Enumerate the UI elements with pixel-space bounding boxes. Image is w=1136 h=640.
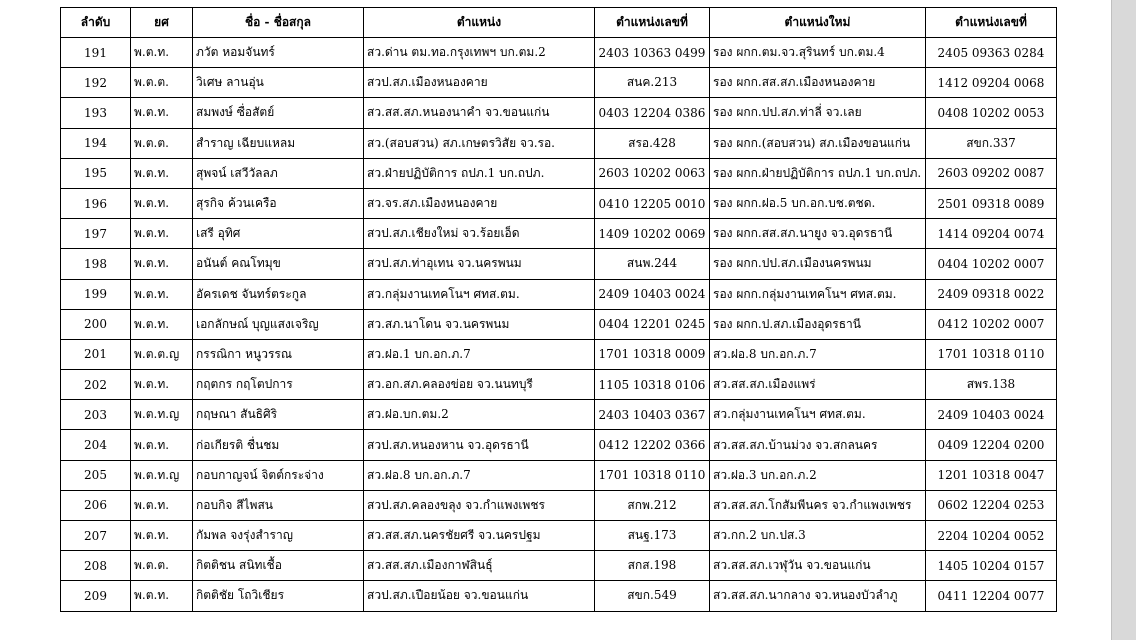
header-position: ตำแหน่ง bbox=[364, 8, 595, 38]
table-row bbox=[61, 400, 1057, 430]
cell-position: สว.ฝอ.8 บก.อก.ภ.7 bbox=[364, 460, 595, 490]
cell-position: สว.ฝ่ายปฏิบัติการ ถปภ.1 บก.ถปภ. bbox=[364, 158, 595, 188]
cell-rank: พ.ต.ต. bbox=[131, 68, 193, 98]
cell-new-position-number: 2409 10403 0024 bbox=[926, 400, 1057, 430]
header-new-position: ตำแหน่งใหม่ bbox=[710, 8, 926, 38]
cell-new-position-number: สพร.138 bbox=[926, 370, 1057, 400]
cell-new-position: รอง ผกก.ป.สภ.เมืองอุดรธานี bbox=[710, 309, 926, 339]
cell-rank: พ.ต.ต. bbox=[131, 551, 193, 581]
cell-name: กรรณิกา หนูวรรณ bbox=[193, 339, 364, 369]
table-row bbox=[61, 68, 1057, 98]
cell-new-position-number: 0409 12204 0200 bbox=[926, 430, 1057, 460]
cell-position-number: สนค.213 bbox=[595, 68, 710, 98]
cell-rank: พ.ต.ต. bbox=[131, 128, 193, 158]
cell-rank: พ.ต.ท. bbox=[131, 249, 193, 279]
cell-rank: พ.ต.ท. bbox=[131, 98, 193, 128]
cell-new-position-number: 2204 10204 0052 bbox=[926, 521, 1057, 551]
table-row bbox=[61, 309, 1057, 339]
cell-order: 207 bbox=[61, 521, 131, 551]
cell-position: สว.สภ.นาโดน จว.นครพนม bbox=[364, 309, 595, 339]
cell-position: สว.กลุ่มงานเทคโนฯ ศทส.ตม. bbox=[364, 279, 595, 309]
cell-position-number: 1105 10318 0106 bbox=[595, 370, 710, 400]
cell-rank: พ.ต.ท. bbox=[131, 370, 193, 400]
cell-rank: พ.ต.ท. bbox=[131, 521, 193, 551]
cell-order: 204 bbox=[61, 430, 131, 460]
cell-name: ภวัต หอมจันทร์ bbox=[193, 38, 364, 68]
cell-new-position: สว.ฝอ.8 บก.อก.ภ.7 bbox=[710, 339, 926, 369]
cell-position: สว.สส.สภ.นครชัยศรี จว.นครปฐม bbox=[364, 521, 595, 551]
cell-name: กฤตกร กฤโตปการ bbox=[193, 370, 364, 400]
cell-position: สว.(สอบสวน) สภ.เกษตรวิสัย จว.รอ. bbox=[364, 128, 595, 158]
cell-new-position: สว.สส.สภ.นากลาง จว.หนองบัวลำภู bbox=[710, 581, 926, 611]
cell-name: กฤษณา สันธิศิริ bbox=[193, 400, 364, 430]
cell-new-position: รอง ผกก.สส.สภ.เมืองหนองคาย bbox=[710, 68, 926, 98]
cell-rank: พ.ต.ท. bbox=[131, 188, 193, 218]
header-order: ลำดับ bbox=[61, 8, 131, 38]
table-row bbox=[61, 38, 1057, 68]
table-header bbox=[61, 8, 1057, 38]
cell-order: 196 bbox=[61, 188, 131, 218]
cell-new-position: รอง ผกก.กลุ่มงานเทคโนฯ ศทส.ตม. bbox=[710, 279, 926, 309]
cell-position: สวป.สภ.ท่าอุเทน จว.นครพนม bbox=[364, 249, 595, 279]
table-row bbox=[61, 551, 1057, 581]
table-row bbox=[61, 158, 1057, 188]
cell-new-position: รอง ผกก.(สอบสวน) สภ.เมืองขอนแก่น bbox=[710, 128, 926, 158]
cell-order: 198 bbox=[61, 249, 131, 279]
cell-new-position-number: 2409 09318 0022 bbox=[926, 279, 1057, 309]
cell-new-position-number: 1414 09204 0074 bbox=[926, 219, 1057, 249]
header-rank: ยศ bbox=[131, 8, 193, 38]
table-row bbox=[61, 339, 1057, 369]
table-row bbox=[61, 249, 1057, 279]
cell-order: 193 bbox=[61, 98, 131, 128]
cell-rank: พ.ต.ท. bbox=[131, 279, 193, 309]
personnel-table bbox=[60, 7, 1057, 612]
cell-name: ก่อเกียรติ ชื่นชม bbox=[193, 430, 364, 460]
cell-position-number: สกส.198 bbox=[595, 551, 710, 581]
cell-position-number: สนฐ.173 bbox=[595, 521, 710, 551]
cell-name: กิตติชัย โถวิเชียร bbox=[193, 581, 364, 611]
cell-order: 192 bbox=[61, 68, 131, 98]
cell-position-number: 0412 12202 0366 bbox=[595, 430, 710, 460]
cell-name: เสรี อุทิศ bbox=[193, 219, 364, 249]
cell-position: สวป.สภ.เปือยน้อย จว.ขอนแก่น bbox=[364, 581, 595, 611]
header-row bbox=[61, 8, 1057, 38]
table-body bbox=[61, 38, 1057, 612]
cell-position-number: 1701 10318 0009 bbox=[595, 339, 710, 369]
cell-position: สว.อก.สภ.คลองข่อย จว.นนทบุรี bbox=[364, 370, 595, 400]
cell-new-position: สว.กก.2 บก.ปส.3 bbox=[710, 521, 926, 551]
cell-name: สำราญ เฉียบแหลม bbox=[193, 128, 364, 158]
cell-new-position-number: 1412 09204 0068 bbox=[926, 68, 1057, 98]
cell-order: 199 bbox=[61, 279, 131, 309]
cell-rank: พ.ต.ท. bbox=[131, 309, 193, 339]
cell-new-position: สว.ฝอ.3 บก.อก.ภ.2 bbox=[710, 460, 926, 490]
cell-new-position-number: 0408 10202 0053 bbox=[926, 98, 1057, 128]
cell-order: 195 bbox=[61, 158, 131, 188]
cell-order: 209 bbox=[61, 581, 131, 611]
cell-order: 194 bbox=[61, 128, 131, 158]
cell-name: เอกลักษณ์ บุญแสงเจริญ bbox=[193, 309, 364, 339]
cell-order: 191 bbox=[61, 38, 131, 68]
cell-position: สวป.สภ.เมืองหนองคาย bbox=[364, 68, 595, 98]
cell-rank: พ.ต.ท. bbox=[131, 219, 193, 249]
cell-position-number: 2603 10202 0063 bbox=[595, 158, 710, 188]
cell-new-position-number: 1201 10318 0047 bbox=[926, 460, 1057, 490]
cell-position: สว.ฝอ.1 บก.อก.ภ.7 bbox=[364, 339, 595, 369]
cell-position: สว.จร.สภ.เมืองหนองคาย bbox=[364, 188, 595, 218]
cell-new-position-number: 2501 09318 0089 bbox=[926, 188, 1057, 218]
cell-new-position-number: 0412 10202 0007 bbox=[926, 309, 1057, 339]
table-row bbox=[61, 460, 1057, 490]
cell-rank: พ.ต.ท.ญ bbox=[131, 460, 193, 490]
cell-position-number: 0410 12205 0010 bbox=[595, 188, 710, 218]
cell-rank: พ.ต.ท.ญ bbox=[131, 400, 193, 430]
cell-new-position: สว.สส.สภ.เวฬุวัน จว.ขอนแก่น bbox=[710, 551, 926, 581]
cell-order: 200 bbox=[61, 309, 131, 339]
table-row bbox=[61, 219, 1057, 249]
cell-position-number: สกพ.212 bbox=[595, 490, 710, 520]
cell-position-number: สรอ.428 bbox=[595, 128, 710, 158]
cell-new-position-number: สขก.337 bbox=[926, 128, 1057, 158]
cell-name: อนันต์ คณโทมุข bbox=[193, 249, 364, 279]
cell-position-number: 2403 10363 0499 bbox=[595, 38, 710, 68]
cell-new-position-number: 1701 10318 0110 bbox=[926, 339, 1057, 369]
cell-new-position: รอง ผกก.ปป.สภ.ท่าลี่ จว.เลย bbox=[710, 98, 926, 128]
cell-rank: พ.ต.ท. bbox=[131, 38, 193, 68]
table-row bbox=[61, 98, 1057, 128]
cell-name: กิตติชน สนิทเชื้อ bbox=[193, 551, 364, 581]
cell-name: วิเศษ ลานอุ่น bbox=[193, 68, 364, 98]
cell-position: สว.สส.สภ.หนองนาคำ จว.ขอนแก่น bbox=[364, 98, 595, 128]
cell-position: สวป.สภ.คลองขลุง จว.กำแพงเพชร bbox=[364, 490, 595, 520]
cell-new-position: รอง ผกก.ฝ่ายปฏิบัติการ ถปภ.1 บก.ถปภ. bbox=[710, 158, 926, 188]
cell-new-position-number: 2603 09202 0087 bbox=[926, 158, 1057, 188]
cell-new-position: รอง ผกก.ฝอ.5 บก.อก.บช.ตชด. bbox=[710, 188, 926, 218]
cell-position: สว.สส.สภ.เมืองกาฬสินธุ์ bbox=[364, 551, 595, 581]
cell-name: กัมพล จงรุ่งสำราญ bbox=[193, 521, 364, 551]
cell-name: กอบกาญจน์ จิตต์กระจ่าง bbox=[193, 460, 364, 490]
table-row bbox=[61, 430, 1057, 460]
cell-position-number: 2409 10403 0024 bbox=[595, 279, 710, 309]
cell-order: 203 bbox=[61, 400, 131, 430]
cell-rank: พ.ต.ต.ญ bbox=[131, 339, 193, 369]
cell-position-number: 1701 10318 0110 bbox=[595, 460, 710, 490]
side-panel bbox=[1112, 0, 1136, 640]
cell-position-number: 2403 10403 0367 bbox=[595, 400, 710, 430]
cell-position-number: 1409 10202 0069 bbox=[595, 219, 710, 249]
cell-rank: พ.ต.ท. bbox=[131, 158, 193, 188]
cell-rank: พ.ต.ท. bbox=[131, 430, 193, 460]
cell-name: สุพจน์ เสวีวัลลภ bbox=[193, 158, 364, 188]
cell-name: อัครเดช จันทร์ตระกูล bbox=[193, 279, 364, 309]
header-name: ชื่อ - ชื่อสกุล bbox=[193, 8, 364, 38]
cell-new-position-number: 0404 10202 0007 bbox=[926, 249, 1057, 279]
header-new-position-number: ตำแหน่งเลขที่ bbox=[926, 8, 1057, 38]
table-row bbox=[61, 581, 1057, 611]
cell-position: สว.ด่าน ตม.ทอ.กรุงเทพฯ บก.ตม.2 bbox=[364, 38, 595, 68]
cell-new-position-number: 0602 12204 0253 bbox=[926, 490, 1057, 520]
cell-name: สุรกิจ ค้วนเครือ bbox=[193, 188, 364, 218]
cell-new-position: รอง ผกก.ตม.จว.สุรินทร์ บก.ตม.4 bbox=[710, 38, 926, 68]
cell-new-position-number: 1405 10204 0157 bbox=[926, 551, 1057, 581]
cell-position-number: 0404 12201 0245 bbox=[595, 309, 710, 339]
cell-order: 202 bbox=[61, 370, 131, 400]
cell-rank: พ.ต.ท. bbox=[131, 490, 193, 520]
cell-position: สวป.สภ.เชียงใหม่ จว.ร้อยเอ็ด bbox=[364, 219, 595, 249]
cell-new-position: สว.สส.สภ.เมืองแพร่ bbox=[710, 370, 926, 400]
table-row bbox=[61, 188, 1057, 218]
header-position-number: ตำแหน่งเลขที่ bbox=[595, 8, 710, 38]
table-row bbox=[61, 490, 1057, 520]
cell-position-number: สนพ.244 bbox=[595, 249, 710, 279]
cell-order: 205 bbox=[61, 460, 131, 490]
cell-order: 208 bbox=[61, 551, 131, 581]
cell-position-number: 0403 12204 0386 bbox=[595, 98, 710, 128]
cell-new-position: รอง ผกก.ปป.สภ.เมืองนครพนม bbox=[710, 249, 926, 279]
cell-order: 197 bbox=[61, 219, 131, 249]
cell-order: 206 bbox=[61, 490, 131, 520]
cell-name: กอบกิจ สีไพสน bbox=[193, 490, 364, 520]
table-row bbox=[61, 370, 1057, 400]
cell-new-position-number: 0411 12204 0077 bbox=[926, 581, 1057, 611]
cell-new-position: สว.กลุ่มงานเทคโนฯ ศทส.ตม. bbox=[710, 400, 926, 430]
cell-rank: พ.ต.ท. bbox=[131, 581, 193, 611]
table-row bbox=[61, 128, 1057, 158]
table-row bbox=[61, 279, 1057, 309]
cell-new-position: สว.สส.สภ.บ้านม่วง จว.สกลนคร bbox=[710, 430, 926, 460]
cell-new-position: สว.สส.สภ.โกสัมพีนคร จว.กำแพงเพชร bbox=[710, 490, 926, 520]
cell-new-position: รอง ผกก.สส.สภ.นายูง จว.อุดรธานี bbox=[710, 219, 926, 249]
cell-position: สว.ฝอ.บก.ตม.2 bbox=[364, 400, 595, 430]
table-row bbox=[61, 521, 1057, 551]
cell-position-number: สขก.549 bbox=[595, 581, 710, 611]
cell-new-position-number: 2405 09363 0284 bbox=[926, 38, 1057, 68]
cell-order: 201 bbox=[61, 339, 131, 369]
cell-position: สวป.สภ.หนองหาน จว.อุดรธานี bbox=[364, 430, 595, 460]
cell-name: สมพงษ์ ซื่อสัตย์ bbox=[193, 98, 364, 128]
